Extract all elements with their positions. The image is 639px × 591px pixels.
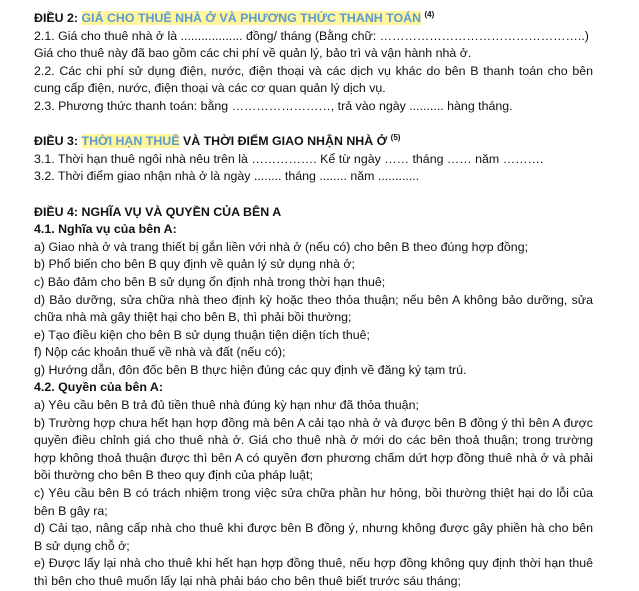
article-2-prefix: ĐIỀU 2: bbox=[34, 11, 82, 25]
article-3-footnote: (5) bbox=[390, 133, 401, 143]
rights-heading: 4.2. Quyền của bên A: bbox=[34, 380, 163, 395]
article-3-prefix: ĐIỀU 3: bbox=[34, 134, 82, 149]
right-item: d) Cải tạo, nâng cấp nhà cho thuê khi được bên B đồng ý, nhưng không được gây phiền hà cho bên B sử dụng chỗ ở; bbox=[34, 521, 593, 553]
article-2-heading bbox=[34, 10, 593, 28]
obligations-heading: 4.1. Nghĩa vụ của bên A: bbox=[34, 222, 177, 237]
right-item: a) Yêu cầu bên B trả đủ tiền thuê nhà đúng kỳ hạn như đã thỏa thuận; bbox=[34, 398, 419, 413]
article-4-heading: ĐIỀU 4: NGHĨA VỤ VÀ QUYỀN CỦA BÊN A bbox=[34, 204, 282, 219]
article-2 bbox=[34, 10, 593, 116]
article-3 bbox=[34, 133, 593, 186]
article-2-line-1: 2.1. Giá cho thuê nhà ở là .................. đồng/ tháng (Bằng chữ: …………………………………………..) bbox=[34, 28, 589, 43]
article-4 bbox=[34, 204, 593, 591]
article-2-footnote: (4) bbox=[424, 9, 435, 19]
article-3-title-rest: VÀ THỜI ĐIỂM GIAO NHẬN NHÀ Ở bbox=[179, 134, 388, 149]
article-3-line-2: 3.2. Thời điểm giao nhận nhà ở là ngày ........ tháng ........ năm ............ bbox=[34, 169, 420, 184]
obligation-item: d) Bảo dưỡng, sửa chữa nhà theo định kỳ hoặc theo thỏa thuận; nếu bên A không bảo dưỡng, sửa chữa nhà mà gây thiệt hại cho bên B, thì phải bồi thường; bbox=[34, 292, 593, 325]
obligation-item: g) Hướng dẫn, đôn đốc bên B thực hiện đúng các quy định về đăng ký tạm trú. bbox=[34, 362, 467, 377]
obligation-item: c) Bảo đảm cho bên B sử dụng ổn định nhà trong thời hạn thuê; bbox=[34, 274, 386, 289]
right-item: e) Được lấy lại nhà cho thuê khi hết hạn hợp đồng thuê, nếu hợp đồng không quy định thời hạn thuê thì bên cho thuê muốn lấy lại nhà phải báo cho bên thuê biết trước sáu tháng; bbox=[34, 556, 593, 588]
obligation-item: f) Nộp các khoản thuế về nhà và đất (nếu có); bbox=[34, 345, 286, 360]
article-3-line-1: 3.1. Thời hạn thuê ngôi nhà nêu trên là ……………. Kể từ ngày …… tháng …… năm ………. bbox=[34, 151, 544, 166]
obligation-item: e) Tạo điều kiện cho bên B sử dụng thuận tiện diện tích thuê; bbox=[34, 327, 370, 342]
article-2-line-2: Giá cho thuê này đã bao gồm các chi phí về quản lý, bảo trì và vận hành nhà ở. bbox=[34, 46, 472, 61]
article-2-line-4: 2.3. Phương thức thanh toán: bằng ……………………, trả vào ngày .......... hàng tháng. bbox=[34, 98, 513, 113]
article-3-title-highlight: THỜI HẠN THUÊ bbox=[81, 134, 180, 149]
right-item: b) Trường hợp chưa hết hạn hợp đồng mà bên A cải tạo nhà ở và được bên B đồng ý thì bên A được quyền điều chỉnh giá cho thuê nhà ở. Giá cho thuê nhà ở mới do các bên thoả thuận; trong trường hợp không thoả thuận được thì bên A có quyền đơn phương chấm dứt hợp đồng thuê nhà ở và phải bồi thường cho bên B theo quy định của pháp luật; bbox=[34, 415, 593, 483]
obligation-item: a) Giao nhà ở và trang thiết bị gắn liền với nhà ở (nếu có) cho bên B theo đúng hợp đồng; bbox=[34, 239, 529, 254]
article-3-heading bbox=[34, 133, 593, 151]
obligation-item: b) Phổ biến cho bên B quy định về quản lý sử dụng nhà ở; bbox=[34, 257, 355, 272]
article-2-title-highlight: GIÁ CHO THUÊ NHÀ Ở VÀ PHƯƠNG THỨC THANH TOÁN bbox=[81, 11, 422, 25]
right-item: c) Yêu cầu bên B có trách nhiệm trong việc sửa chữa phần hư hỏng, bồi thường thiệt hại do lỗi của bên B gây ra; bbox=[34, 486, 593, 518]
article-2-line-3: 2.2. Các chi phí sử dụng điện, nước, điện thoại và các dịch vụ khác do bên B thanh toán cho bên cung cấp điện, nước, điện thoại và các cơ quan quản lý dịch vụ. bbox=[34, 63, 593, 96]
